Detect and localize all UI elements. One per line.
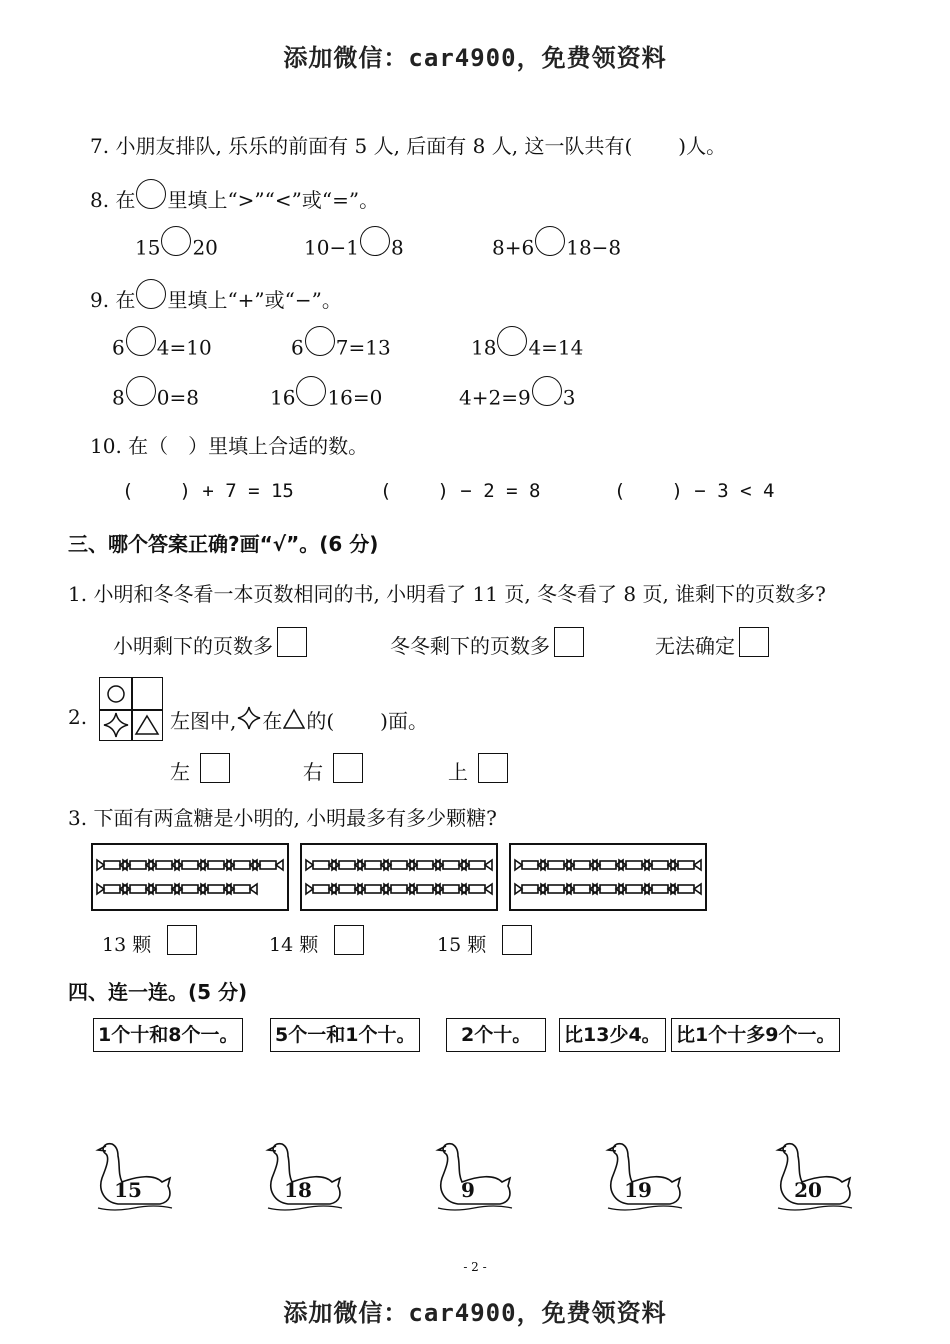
s3q2-number: 2. [68,705,88,729]
checkbox[interactable] [739,627,769,657]
s3-question-3: 3. 下面有两盒糖是小明的, 小明最多有多少颗糖? [68,806,497,830]
match-box[interactable]: 2个十。 [446,1018,546,1052]
candy-box [91,843,289,911]
circle-blank-icon [136,279,166,309]
watermark-top: 添加微信：car4900，免费领资料 [283,44,667,72]
q8-text: 8. 在 [90,188,136,212]
s3q2-option: 左 [170,756,230,789]
checkbox[interactable] [167,925,197,955]
checkbox[interactable] [333,753,363,783]
answer-circle[interactable] [296,376,326,406]
s3q3-option: 13 颗 [102,930,197,961]
candy-box [509,843,707,911]
answer-circle[interactable] [535,226,565,256]
position-grid [99,677,163,741]
q9-text-end: 里填上“+”或“−”。 [167,288,342,312]
s3q2-option: 上 [448,756,508,789]
swan-number: 18 [284,1178,312,1202]
q9-text: 9. 在 [90,288,136,312]
question-7 [90,130,726,159]
swan-number: 15 [114,1178,142,1202]
q8-text-end: 里填上“>”“<”或“=”。 [167,188,380,212]
match-box[interactable]: 比13少4。 [559,1018,666,1052]
s3q3-option: 15 颗 [437,930,532,961]
q9-item: 18 4=14 [471,334,583,364]
section-4-heading: 四、连一连。(5 分) [68,980,248,1004]
answer-circle[interactable] [532,376,562,406]
match-box[interactable]: 比1个十多9个一。 [671,1018,840,1052]
watermark-bottom: 添加微信：car4900，免费领资料 [283,1299,667,1327]
water-icon [438,1206,512,1210]
swan[interactable] [264,1138,344,1214]
s3q1-option: 小明剩下的页数多 [113,630,307,663]
answer-circle[interactable] [497,326,527,356]
candy-box [300,843,498,911]
triangle-icon [283,708,305,730]
s3-question-1: 1. 小明和冬冬看一本页数相同的书, 小明看了 11 页, 冬冬看了 8 页, 谁剩下的页数多? [68,582,826,606]
q7-text-end: )人。 [678,134,727,158]
circle-icon [106,684,126,704]
swan[interactable] [774,1138,854,1214]
q8-item: 8+6 18−8 [492,234,621,264]
star-icon [102,711,130,739]
q9-item: 8 0=8 [112,384,199,414]
checkbox[interactable] [502,925,532,955]
page-number: - 2 - [463,1260,487,1274]
q7-text: 7. 小朋友排队, 乐乐的前面有 5 人, 后面有 8 人, 这一队共有( [90,134,633,158]
question-8 [90,184,379,217]
answer-circle[interactable] [126,376,156,406]
swan-number: 20 [794,1178,822,1202]
checkbox[interactable] [200,753,230,783]
section-3-heading: 三、哪个答案正确?画“√”。(6 分) [68,532,379,556]
s3q1-option: 冬冬剩下的页数多 [390,630,584,663]
question-10: 10. 在（ ）里填上合适的数。 [90,434,369,458]
swan-number: 9 [461,1178,475,1202]
swan[interactable] [94,1138,174,1214]
circle-blank-icon [136,179,166,209]
star-icon [237,706,261,730]
match-box[interactable]: 5个一和1个十。 [270,1018,420,1052]
triangle-icon [134,713,160,737]
q8-item: 15 20 [135,234,218,264]
answer-circle[interactable] [305,326,335,356]
q9-item: 6 7=13 [291,334,391,364]
checkbox[interactable] [277,627,307,657]
water-icon [608,1206,682,1210]
checkbox[interactable] [554,627,584,657]
q10-item: ( ) + 7 = 15 [122,480,294,502]
answer-circle[interactable] [126,326,156,356]
s3q1-option: 无法确定 [655,630,769,663]
match-box[interactable]: 1个十和8个一。 [93,1018,243,1052]
q9-item: 4+2=9 3 [459,384,575,414]
q10-item: ( ) − 3 < 4 [614,480,775,502]
q9-item: 16 16=0 [270,384,382,414]
water-icon [778,1206,852,1210]
water-icon [268,1206,342,1210]
s3q2-option: 右 [303,756,363,789]
swan[interactable] [434,1138,514,1214]
q8-item: 10−1 8 [304,234,404,264]
checkbox[interactable] [334,925,364,955]
answer-circle[interactable] [161,226,191,256]
answer-circle[interactable] [360,226,390,256]
s3q3-option: 14 颗 [269,930,364,961]
swan-number: 19 [624,1178,652,1202]
question-9 [90,284,342,317]
swan[interactable] [604,1138,684,1214]
water-icon [98,1206,172,1210]
checkbox[interactable] [478,753,508,783]
q10-item: ( ) − 2 = 8 [380,480,541,502]
q9-item: 6 4=10 [112,334,212,364]
s3-question-2: 左图中, 在 的( )面。 [170,705,428,734]
